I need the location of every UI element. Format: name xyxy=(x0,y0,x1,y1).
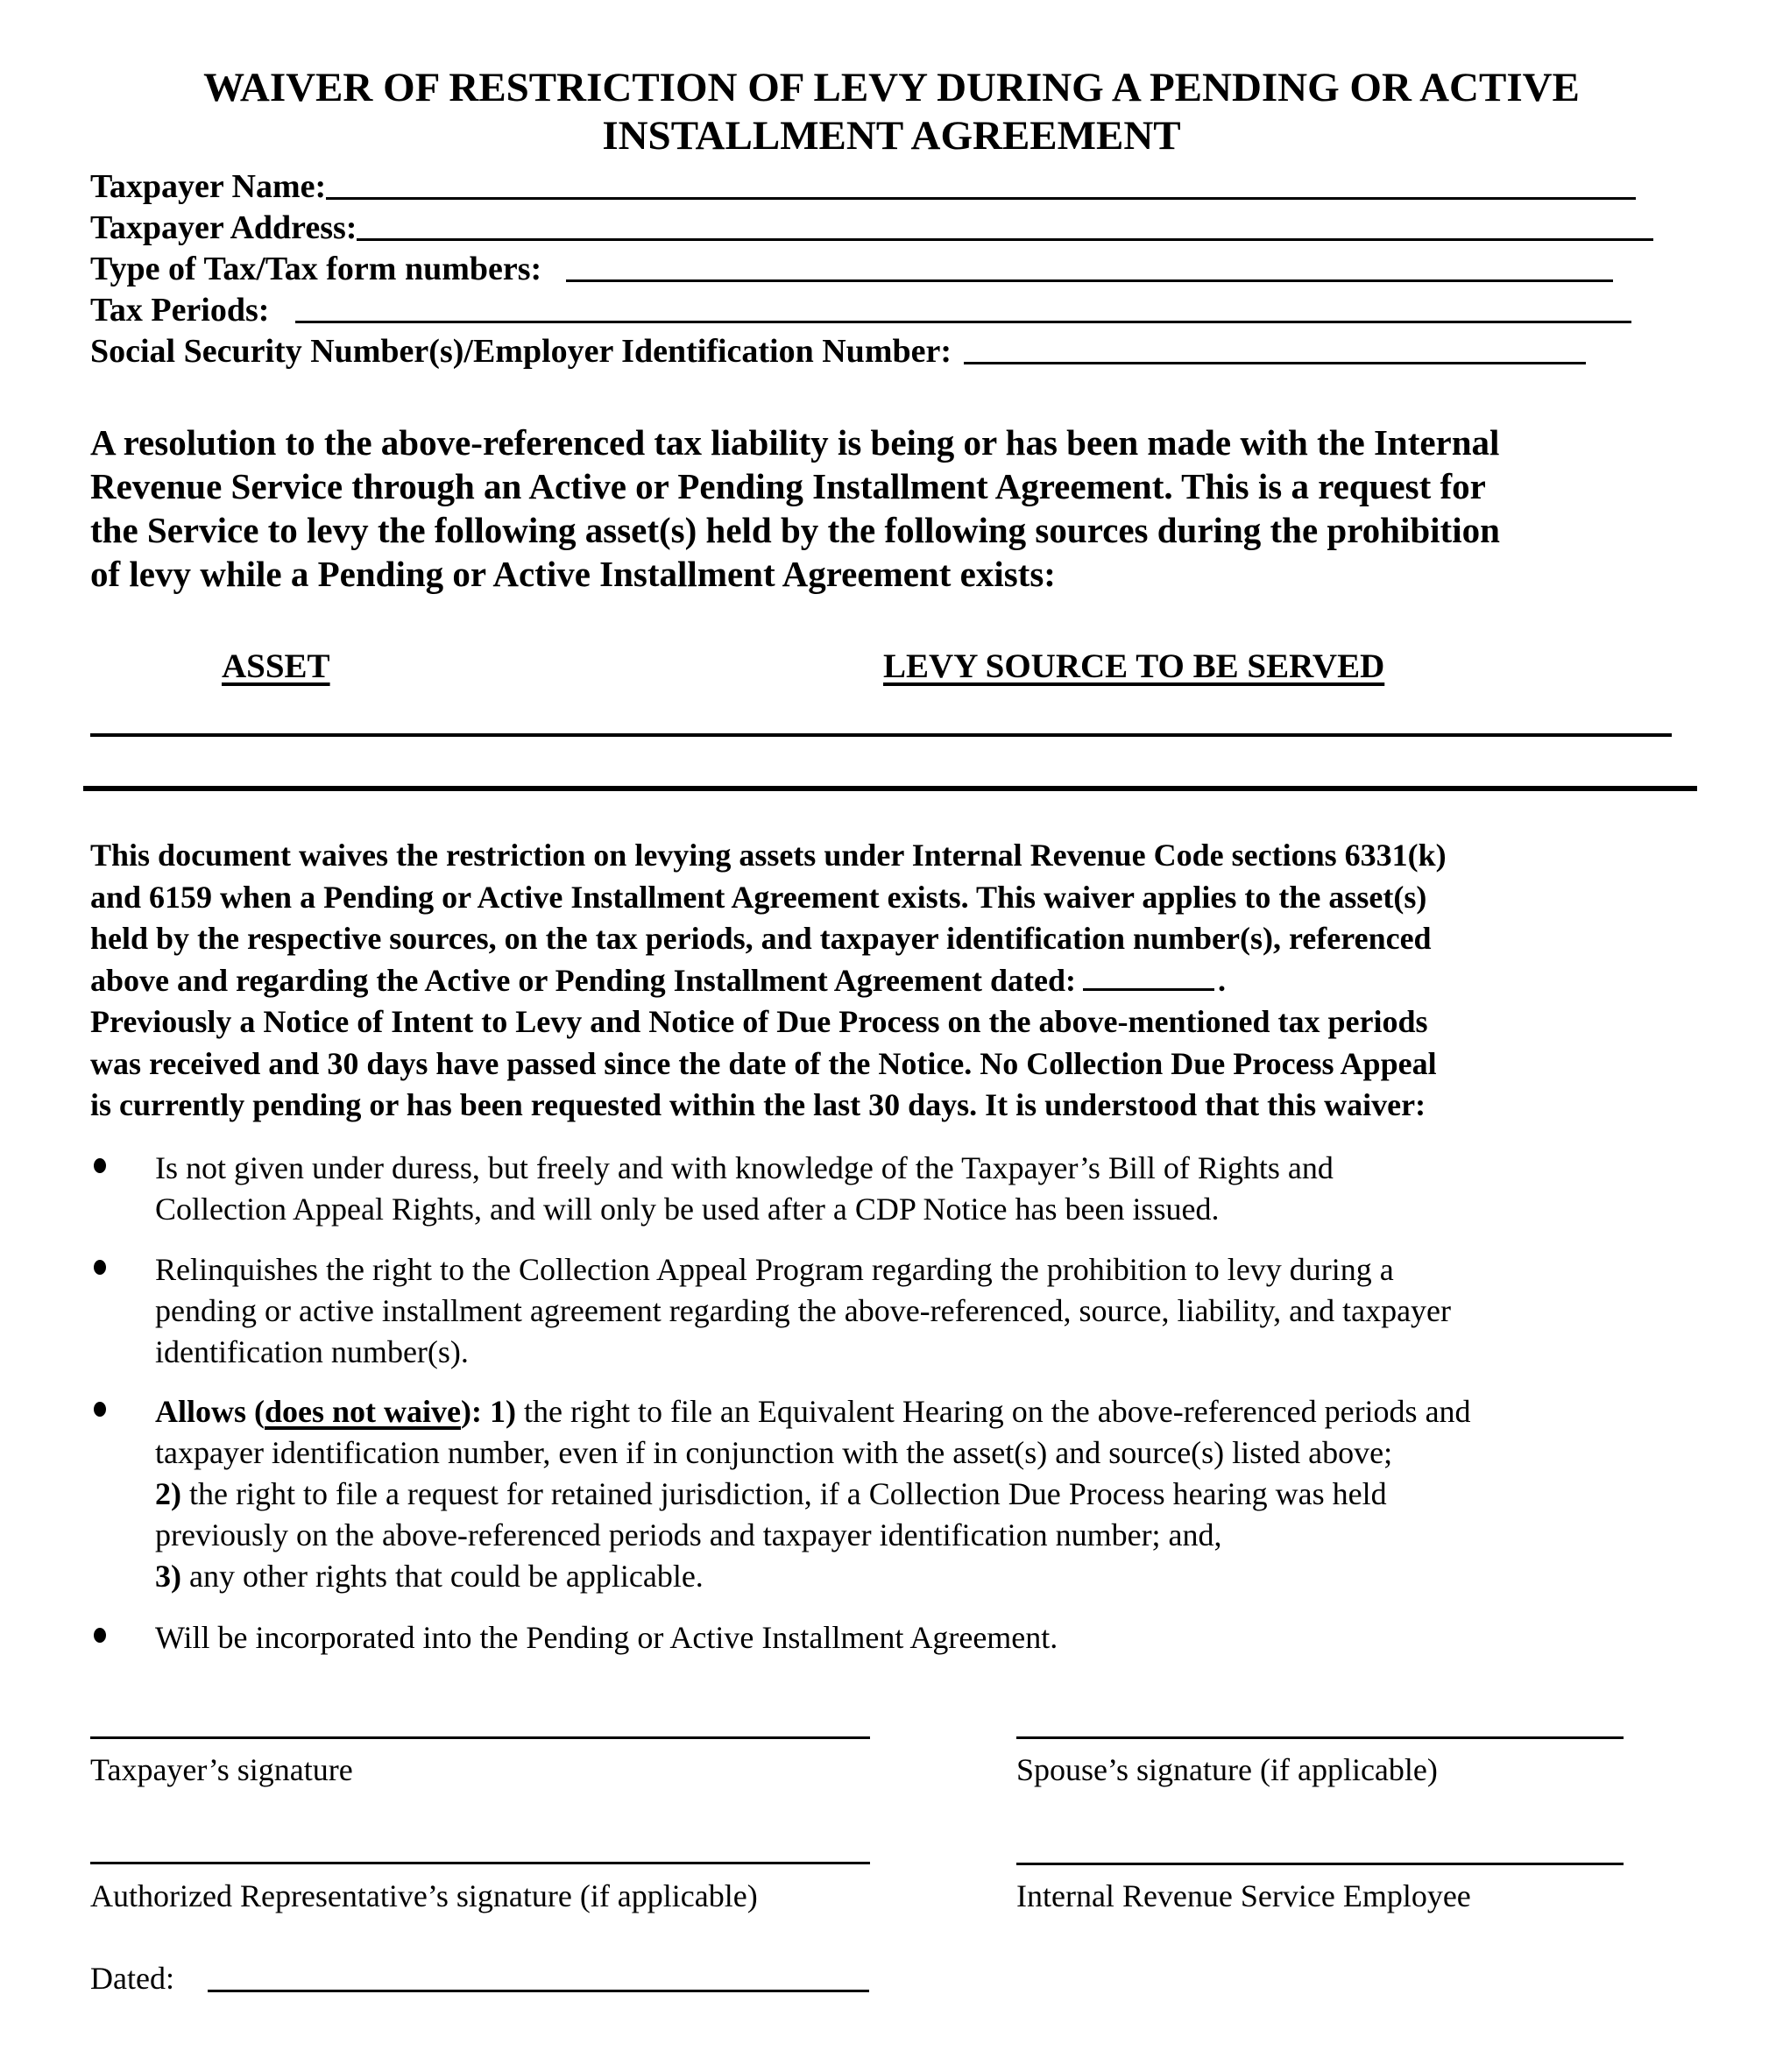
irs-employee-signature-line[interactable] xyxy=(1016,1863,1624,1865)
item-number-3: 3) xyxy=(155,1559,181,1594)
document-title-line-1: WAIVER OF RESTRICTION OF LEVY DURING A PENDING OR ACTIVE xyxy=(203,65,1580,110)
bullet-text: any other rights that could be applicable. xyxy=(181,1559,704,1594)
tax-periods-label: Tax Periods: xyxy=(90,292,270,329)
taxpayer-signature-line[interactable] xyxy=(90,1736,870,1739)
taxpayer-address-input-line[interactable] xyxy=(357,238,1653,241)
bullet-icon xyxy=(94,1402,106,1417)
tax-type-field[interactable] xyxy=(90,249,1783,289)
ssn-ein-label: Social Security Number(s)/Employer Identification Number: xyxy=(90,333,952,370)
representative-signature-line[interactable] xyxy=(90,1862,870,1864)
bullet-line: Relinquishes the right to the Collection Appeal Program regarding the prohibition to levy during a xyxy=(155,1252,1394,1287)
taxpayer-address-label: Taxpayer Address: xyxy=(90,209,357,246)
section-divider xyxy=(83,786,1697,791)
bullet-line: previously on the above-referenced periods and taxpayer identification number; and, xyxy=(155,1517,1222,1552)
item-number-1: 1) xyxy=(481,1394,516,1429)
waiver-line: was received and 30 days have passed since the date of the Notice. No Collection Due Process Appeal xyxy=(90,1045,1437,1081)
tax-periods-input-line[interactable] xyxy=(295,321,1631,323)
dated-input-line[interactable] xyxy=(208,1990,869,1992)
period: . xyxy=(1217,962,1226,998)
intro-line: Revenue Service through an Active or Pending Installment Agreement. This is a request for xyxy=(90,466,1486,506)
document-title-line-2: INSTALLMENT AGREEMENT xyxy=(602,113,1181,159)
taxpayer-name-input-line[interactable] xyxy=(326,197,1636,200)
spouse-signature-label: Spouse’s signature (if applicable) xyxy=(1016,1752,1438,1787)
asset-entry-line xyxy=(90,733,1672,737)
asset-column-header: ASSET xyxy=(222,647,330,685)
allows-close: ): xyxy=(461,1394,482,1429)
bullet-text: the right to file an Equivalent Hearing on the above-referenced periods and xyxy=(515,1394,1471,1429)
allows-label: Allows ( xyxy=(155,1394,265,1429)
tax-type-input-line[interactable] xyxy=(566,279,1613,282)
bullet-text: the right to file a request for retained jurisdiction, if a Collection Due Process hearing was held xyxy=(181,1476,1387,1511)
bullet-line xyxy=(155,1556,1471,1597)
asset-entry-row[interactable] xyxy=(90,692,1667,732)
bullet-icon xyxy=(94,1628,106,1643)
bullet-line: taxpayer identification number, even if in conjunction with the asset(s) and source(s) listed above; xyxy=(155,1435,1393,1470)
representative-signature-label: Authorized Representative’s signature (if applicable) xyxy=(90,1878,758,1913)
waiver-line: is currently pending or has been requested within the last 30 days. It is understood that this waiver: xyxy=(90,1087,1426,1122)
intro-line: of levy while a Pending or Active Installment Agreement exists: xyxy=(90,554,1056,594)
waiver-line: held by the respective sources, on the tax periods, and taxpayer identification number(s), referenced xyxy=(90,921,1432,956)
ssn-ein-input-line[interactable] xyxy=(964,362,1586,364)
dated-label: Dated: xyxy=(90,1961,174,1996)
does-not-waive-emphasis: does not waive xyxy=(265,1394,461,1429)
waiver-line: This document waives the restriction on levying assets under Internal Revenue Code sections 6331(k) xyxy=(90,838,1447,873)
spouse-signature-line[interactable] xyxy=(1016,1736,1624,1739)
taxpayer-name-field[interactable] xyxy=(90,166,1783,207)
intro-line: the Service to levy the following asset(s) held by the following sources during the prohibition xyxy=(90,510,1500,550)
waiver-line-dated-text: above and regarding the Active or Pending Installment Agreement dated: xyxy=(90,962,1076,998)
bullet-line: Is not given under duress, but freely and with knowledge of the Taxpayer’s Bill of Rights and xyxy=(155,1150,1334,1185)
waiver-line-dated xyxy=(90,960,1447,1002)
ssn-ein-field[interactable] xyxy=(90,331,1783,371)
taxpayer-signature-label: Taxpayer’s signature xyxy=(90,1752,353,1787)
bullet-line xyxy=(155,1391,1471,1432)
bullet-line: pending or active installment agreement regarding the above-referenced, source, liability, and taxpayer xyxy=(155,1293,1452,1328)
irs-employee-label: Internal Revenue Service Employee xyxy=(1016,1878,1471,1913)
bullet-icon xyxy=(94,1158,106,1173)
intro-line: A resolution to the above-referenced tax liability is being or has been made with the Internal xyxy=(90,422,1500,463)
tax-type-label: Type of Tax/Tax form numbers: xyxy=(90,251,542,287)
waiver-paragraph xyxy=(90,835,1447,1127)
bullet-line: Collection Appeal Rights, and will only be used after a CDP Notice has been issued. xyxy=(155,1192,1220,1227)
tax-periods-field[interactable] xyxy=(90,290,1783,330)
taxpayer-address-field[interactable] xyxy=(90,208,1783,248)
bullet-icon xyxy=(94,1260,106,1275)
intro-paragraph xyxy=(90,421,1680,596)
bullet-line: Will be incorporated into the Pending or Active Installment Agreement. xyxy=(155,1620,1058,1655)
levy-source-column-header: LEVY SOURCE TO BE SERVED xyxy=(883,647,1385,685)
waiver-line: Previously a Notice of Intent to Levy and Notice of Due Process on the above-mentioned tax periods xyxy=(90,1004,1428,1039)
waiver-line: and 6159 when a Pending or Active Installment Agreement exists. This waiver applies to the asset(s) xyxy=(90,879,1427,915)
taxpayer-name-label: Taxpayer Name: xyxy=(90,168,327,205)
bullet-line xyxy=(155,1474,1471,1515)
bullet-line: identification number(s). xyxy=(155,1334,469,1369)
item-number-2: 2) xyxy=(155,1476,181,1511)
agreement-dated-input-line[interactable] xyxy=(1083,988,1214,991)
